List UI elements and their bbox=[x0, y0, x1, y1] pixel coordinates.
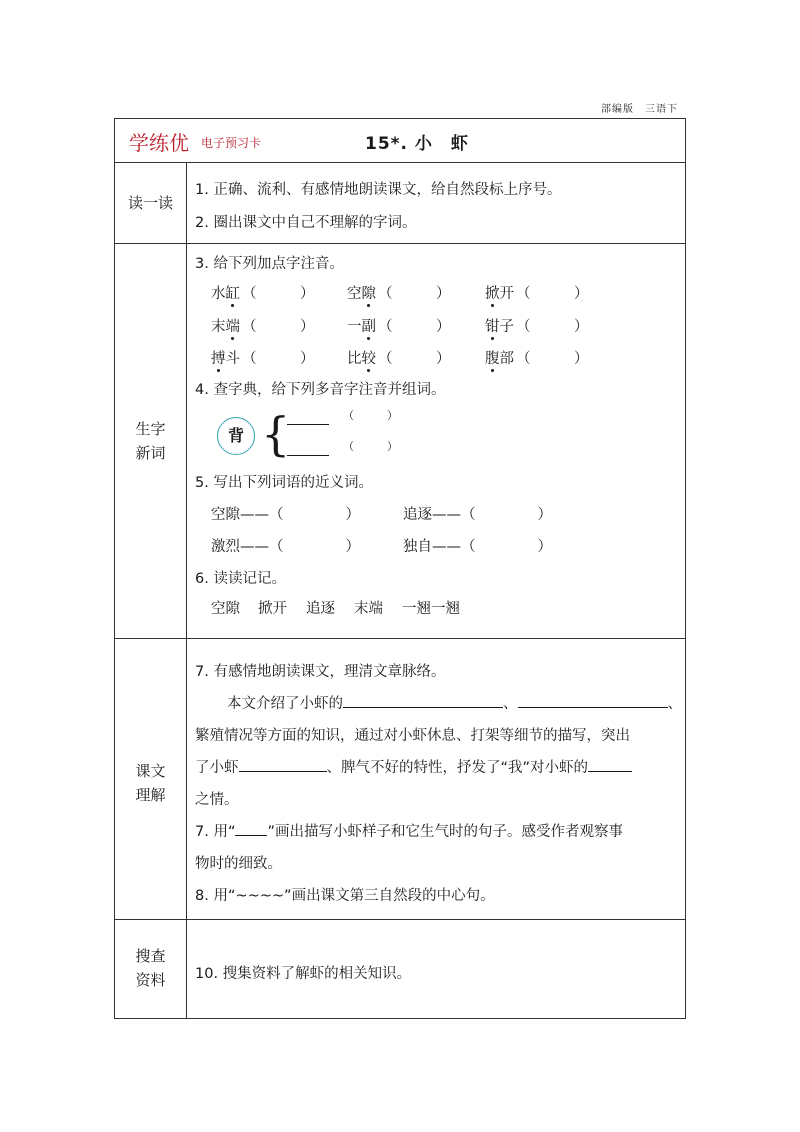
answer-paren[interactable]: （ ） bbox=[343, 409, 398, 422]
paragraph-line-2: 繁殖情况等方面的知识，通过对小虾休息、打架等细节的描写，突出 bbox=[195, 728, 630, 744]
word-char: 开 bbox=[499, 286, 514, 302]
fill-blank[interactable] bbox=[518, 693, 668, 708]
answer-blank[interactable] bbox=[287, 455, 329, 456]
pinyin-item bbox=[211, 282, 315, 303]
pinyin-item bbox=[485, 315, 589, 336]
pinyin-item bbox=[485, 347, 589, 368]
word-char: 水 bbox=[211, 286, 226, 302]
worksheet-table bbox=[114, 118, 686, 1019]
row-divider bbox=[115, 919, 685, 920]
answer-paren[interactable]: （ ） bbox=[516, 319, 589, 335]
answer-paren[interactable]: （ ） bbox=[242, 351, 315, 367]
question-10: 10. 搜集资料了解虾的相关知识。 bbox=[195, 966, 412, 982]
pinyin-item bbox=[347, 282, 451, 303]
close-paren: ） bbox=[537, 507, 552, 523]
close-paren: ） bbox=[345, 507, 360, 523]
word-char: 一 bbox=[347, 319, 362, 335]
pinyin-item bbox=[211, 347, 315, 368]
paragraph-line-4: 之情。 bbox=[195, 792, 239, 808]
comma-sep: 、 bbox=[503, 696, 518, 712]
question-text: ”画出描写小虾样子和它生气时的句子。感受作者观察事 bbox=[267, 824, 623, 840]
pinyin-item bbox=[485, 282, 589, 303]
dotted-char: 掀 bbox=[485, 286, 500, 302]
section-label-research-line1: 搜查 bbox=[135, 947, 166, 965]
brand-subtitle: 电子预习卡 bbox=[201, 136, 262, 150]
fill-blank[interactable] bbox=[239, 757, 327, 772]
memo-word: 末端 bbox=[354, 601, 383, 617]
paragraph-line-1 bbox=[227, 692, 682, 713]
pinyin-item bbox=[347, 347, 451, 368]
paragraph-text: 、脾气不好的特性，抒发了“我”对小虾的 bbox=[326, 760, 589, 776]
answer-paren[interactable]: （ ） bbox=[378, 351, 451, 367]
synonym-item bbox=[211, 503, 360, 524]
word-char: 斗 bbox=[225, 351, 240, 367]
synonym-word: 空隙——（ bbox=[211, 507, 284, 523]
question-7b-cont: 物时的细致。 bbox=[195, 856, 282, 872]
section-label-words bbox=[115, 417, 186, 465]
paragraph-text: 了小虾 bbox=[195, 760, 239, 776]
synonym-word: 独自——（ bbox=[403, 539, 476, 555]
dotted-char: 隙 bbox=[361, 286, 376, 302]
line-marker bbox=[235, 821, 267, 836]
pinyin-item bbox=[347, 315, 451, 336]
section-label-understand-line2: 理解 bbox=[135, 786, 166, 804]
word-char: 末 bbox=[211, 319, 226, 335]
dotted-char: 搏 bbox=[211, 351, 226, 367]
synonym-item bbox=[403, 535, 552, 556]
word-char: 空 bbox=[347, 286, 362, 302]
paragraph-intro: 本文介绍了小虾的 bbox=[227, 696, 343, 712]
question-7b bbox=[195, 820, 623, 841]
dotted-char: 端 bbox=[225, 319, 240, 335]
answer-paren[interactable]: （ ） bbox=[516, 351, 589, 367]
synonym-word: 追逐——（ bbox=[403, 507, 476, 523]
question-4: 4. 查字典，给下列多音字注音并组词。 bbox=[195, 382, 446, 398]
question-3: 3. 给下列加点字注音。 bbox=[195, 256, 344, 272]
answer-paren[interactable]: （ ） bbox=[343, 440, 398, 453]
section-label-words-line1: 生字 bbox=[135, 420, 166, 438]
section-label-words-line2: 新词 bbox=[135, 444, 166, 462]
section-label-research bbox=[115, 944, 186, 992]
section-label-understand-line1: 课文 bbox=[135, 762, 166, 780]
header-row bbox=[115, 119, 685, 163]
question-8: 8. 用“~~~~”画出课文第三自然段的中心句。 bbox=[195, 888, 495, 904]
dotted-char: 缸 bbox=[225, 286, 240, 302]
close-paren: ） bbox=[345, 539, 360, 555]
question-text: 7. 用“ bbox=[195, 824, 236, 840]
memo-word: 掀开 bbox=[258, 601, 287, 617]
synonym-item bbox=[211, 535, 360, 556]
read-item-2: 2. 圈出课文中自己不理解的字词。 bbox=[195, 215, 417, 231]
memo-word: 空隙 bbox=[211, 601, 240, 617]
edition-label: 部编版 三语下 bbox=[601, 104, 678, 115]
answer-paren[interactable]: （ ） bbox=[516, 286, 589, 302]
dotted-char: 较 bbox=[361, 351, 376, 367]
dotted-char: 腹 bbox=[485, 351, 500, 367]
word-char: 部 bbox=[499, 351, 514, 367]
pinyin-item bbox=[211, 315, 315, 336]
word-char: 子 bbox=[499, 319, 514, 335]
polyphonic-char-circle: 背 bbox=[217, 417, 255, 455]
word-char: 比 bbox=[347, 351, 362, 367]
close-paren: ） bbox=[537, 539, 552, 555]
answer-blank[interactable] bbox=[287, 424, 329, 425]
lesson-title: 15*. 小 虾 bbox=[365, 134, 469, 154]
answer-paren[interactable]: （ ） bbox=[378, 286, 451, 302]
question-6: 6. 读读记记。 bbox=[195, 571, 286, 587]
fill-blank[interactable] bbox=[588, 757, 632, 772]
dotted-char: 钳 bbox=[485, 319, 500, 335]
question-5: 5. 写出下列词语的近义词。 bbox=[195, 475, 373, 491]
read-item-1: 1. 正确、流利、有感情地朗读课文，给自然段标上序号。 bbox=[195, 182, 562, 198]
answer-paren[interactable]: （ ） bbox=[242, 319, 315, 335]
brand-logo: 学练优 bbox=[129, 131, 189, 155]
dotted-char: 副 bbox=[361, 319, 376, 335]
section-label-research-line2: 资料 bbox=[135, 971, 166, 989]
row-divider bbox=[115, 243, 685, 244]
comma-sep: 、 bbox=[667, 696, 682, 712]
answer-paren[interactable]: （ ） bbox=[242, 286, 315, 302]
section-label-understand bbox=[115, 759, 186, 807]
answer-paren[interactable]: （ ） bbox=[378, 319, 451, 335]
brace-icon: { bbox=[261, 407, 291, 461]
fill-blank[interactable] bbox=[343, 693, 503, 708]
section-label-read: 读一读 bbox=[127, 194, 173, 212]
question-7: 7. 有感情地朗读课文，理清文章脉络。 bbox=[195, 664, 446, 680]
synonym-word: 激烈——（ bbox=[211, 539, 284, 555]
synonym-item bbox=[403, 503, 552, 524]
column-divider bbox=[186, 162, 187, 1018]
row-divider bbox=[115, 638, 685, 639]
memo-word: 一翘一翘 bbox=[402, 601, 460, 617]
memo-word: 追逐 bbox=[306, 601, 335, 617]
paragraph-line-3 bbox=[195, 756, 632, 777]
